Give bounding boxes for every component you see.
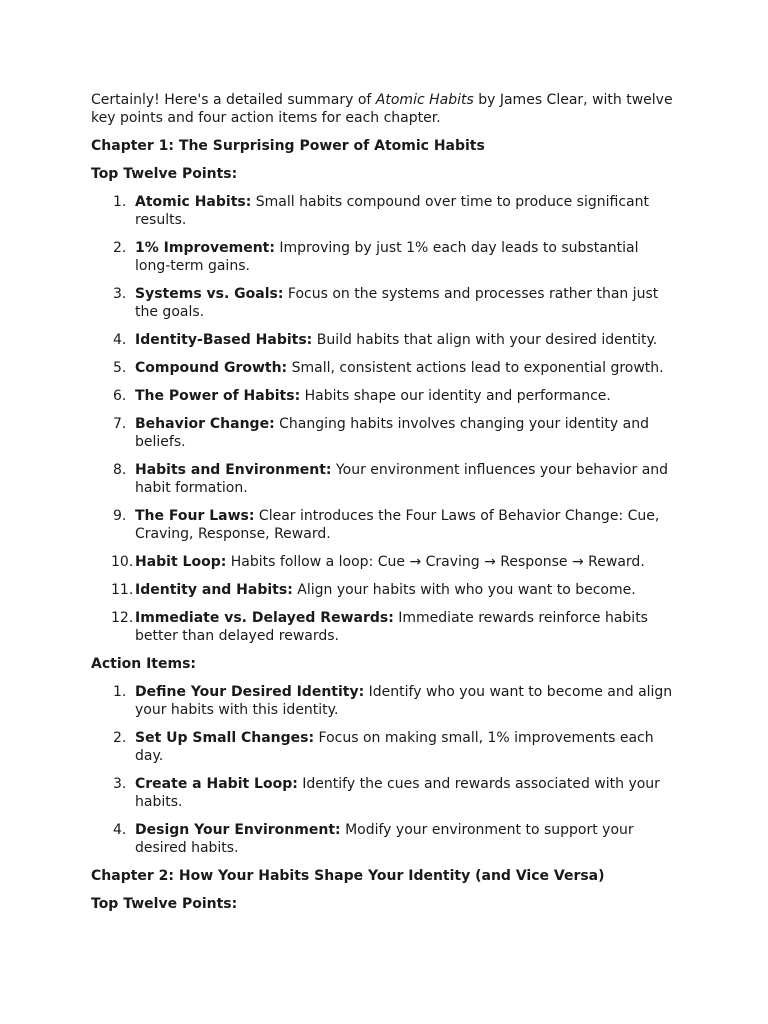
chapter-1-points-heading: Top Twelve Points: <box>91 166 238 182</box>
point-term: Habit Loop: <box>135 554 227 570</box>
list-number: 10. <box>111 554 134 570</box>
list-number: 2. <box>113 240 127 256</box>
list-number: 3. <box>113 286 127 302</box>
list-item <box>91 331 676 349</box>
intro-text-before: Certainly! Here's a detailed summary of <box>91 92 376 108</box>
point-term: Identity-Based Habits: <box>135 332 313 348</box>
list-number: 11. <box>111 582 134 598</box>
list-number: 1. <box>113 684 127 700</box>
list-number: 7. <box>113 416 127 432</box>
list-item <box>91 553 676 571</box>
action-term: Set Up Small Changes: <box>135 730 315 746</box>
action-text: Identify the cues and rewards associated with your habits. <box>135 776 660 810</box>
point-text: Immediate rewards reinforce habits better than delayed rewards. <box>135 610 648 644</box>
list-number: 12. <box>111 610 134 626</box>
point-text: Small, consistent actions lead to exponential growth. <box>287 360 664 376</box>
chapter-1-points-list <box>91 193 676 645</box>
list-number: 3. <box>113 776 127 792</box>
point-term: Immediate vs. Delayed Rewards: <box>135 610 394 626</box>
chapter-1-actions-list <box>91 683 676 857</box>
list-number: 6. <box>113 388 127 404</box>
point-text: Habits follow a loop: Cue → Craving → Response → Reward. <box>226 554 645 570</box>
action-text: Focus on making small, 1% improvements each day. <box>135 730 654 764</box>
point-term: 1% Improvement: <box>135 240 275 256</box>
point-text: Small habits compound over time to produce significant results. <box>135 194 649 228</box>
point-term: Identity and Habits: <box>135 582 293 598</box>
list-item <box>91 581 676 599</box>
action-term: Design Your Environment: <box>135 822 341 838</box>
list-item <box>91 359 676 377</box>
point-text: Focus on the systems and processes rather than just the goals. <box>135 286 659 320</box>
point-text: Your environment influences your behavior and habit formation. <box>135 462 669 496</box>
chapter-2-title: Chapter 2: How Your Habits Shape Your Identity (and Vice Versa) <box>91 868 605 884</box>
point-text: Improving by just 1% each day leads to substantial long-term gains. <box>135 240 639 274</box>
list-number: 4. <box>113 822 127 838</box>
point-term: Systems vs. Goals: <box>135 286 284 302</box>
list-item <box>91 415 676 451</box>
list-item <box>91 729 676 765</box>
list-item <box>91 193 676 229</box>
point-term: Habits and Environment: <box>135 462 332 478</box>
action-term: Define Your Desired Identity: <box>135 684 365 700</box>
chapter-1-actions-heading: Action Items: <box>91 656 196 672</box>
point-text: Align your habits with who you want to become. <box>292 582 636 598</box>
list-item <box>91 239 676 275</box>
action-term: Create a Habit Loop: <box>135 776 298 792</box>
book-title: Atomic Habits <box>375 92 474 108</box>
chapter-2-points-heading: Top Twelve Points: <box>91 896 238 912</box>
list-item <box>91 683 676 719</box>
list-number: 2. <box>113 730 127 746</box>
list-item <box>91 821 676 857</box>
intro-paragraph <box>91 91 676 127</box>
document-body <box>91 91 676 923</box>
intro-text-after: by James Clear, with twelve key points and four action items for each chapter. <box>91 92 673 126</box>
point-term: Atomic Habits: <box>135 194 252 210</box>
list-number: 8. <box>113 462 127 478</box>
point-text: Build habits that align with your desired identity. <box>312 332 658 348</box>
list-number: 5. <box>113 360 127 376</box>
list-item <box>91 609 676 645</box>
list-item <box>91 387 676 405</box>
list-item <box>91 507 676 543</box>
list-item <box>91 775 676 811</box>
action-text: Modify your environment to support your desired habits. <box>135 822 634 856</box>
list-number: 9. <box>113 508 127 524</box>
point-term: Compound Growth: <box>135 360 288 376</box>
list-item <box>91 285 676 321</box>
point-text: Habits shape our identity and performance. <box>300 388 611 404</box>
point-text: Clear introduces the Four Laws of Behavior Change: Cue, Craving, Response, Reward. <box>135 508 660 542</box>
list-item <box>91 461 676 497</box>
point-term: Behavior Change: <box>135 416 275 432</box>
point-term: The Four Laws: <box>135 508 255 524</box>
point-term: The Power of Habits: <box>135 388 301 404</box>
chapter-1-title: Chapter 1: The Surprising Power of Atomic Habits <box>91 138 485 154</box>
point-text: Changing habits involves changing your identity and beliefs. <box>135 416 649 450</box>
list-number: 1. <box>113 194 127 210</box>
action-text: Identify who you want to become and align your habits with this identity. <box>135 684 673 718</box>
list-number: 4. <box>113 332 127 348</box>
